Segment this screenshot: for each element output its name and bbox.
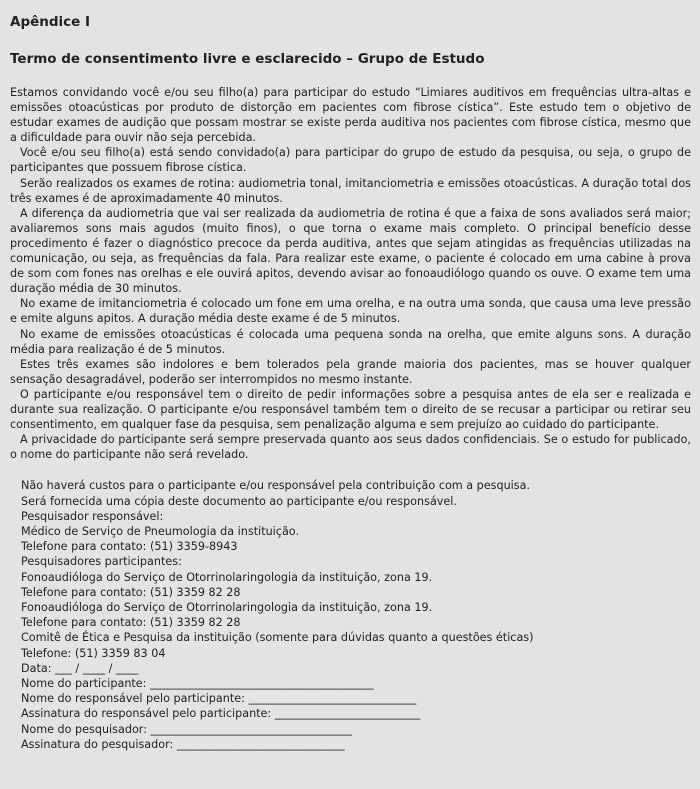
paragraph-rights: O participante e/ou responsável tem o direito de pedir informações sobre a pesquisa antes de ela ser e realizada e durante sua realização. O participante e/ou responsável também tem o direito de se recusar a participar ou retirar seu consentimento, em qualquer fase da pesquisa, sem penalização alguma e sem prejuízo ao cuidado do participante.: [10, 387, 691, 432]
paragraph-intro: Estamos convidando você e/ou seu filho(a) para participar do estudo “Limiares auditivos em frequências ultra-altas e emissões otoacústicas por produto de distorção em pacientes com fibrose cística”. Este estudo tem o objetivo de estudar exames de audição que possam mostrar se existe perda auditiva nos pacientes com fibrose cística, mesmo que a dificuldade para ouvir não seja percebida.: [10, 86, 691, 145]
copy-note: Será fornecida uma cópia deste documento ao participante e/ou responsável.: [21, 494, 457, 508]
paragraph-imitanciometry: No exame de imitanciometria é colocado um fone em uma orelha, e na outra uma sonda, que causa uma leve pressão e emite alguns apitos. A duração média deste exame é de 5 minutos.: [10, 297, 691, 326]
researcher-signature-field: Assinatura do pesquisador: ______________________________: [21, 737, 345, 751]
responsible-researcher-phone: Telefone para contato: (51) 3359-8943: [21, 540, 238, 554]
paragraph-audiometry: A diferença da audiometria que vai ser realizada da audiometria de rotina é que a faixa de sons avaliados será maior; avaliaremos sons mais agudos (muito finos), o que torna o exame mais completo. O principal benefício desse procedimento é fazer o diagnóstico precoce da perda auditiva, antes que sejam atingidas as frequências utilizadas na comunicação, ou seja, as frequências da fala. Para realizar este exame, o paciente é colocado em uma cabine à prova de som com fones nas orelhas e ele ouvirá apitos, devendo avisar ao fonoaudiólogo quando os ouve. O exame tem uma duração média de 30 minutos.: [10, 206, 691, 296]
paragraph-routine-exams: Serão realizados os exames de rotina: audiometria tonal, imitanciometria e emissões otoacústicas. A duração total dos três exames é de aproximadamente 40 minutos.: [10, 176, 691, 205]
paragraph-invitation: Você e/ou seu filho(a) está sendo convidado(a) para participar do grupo de estudo da pesquisa, ou seja, o grupo de participantes que possuem fibrose cística.: [10, 146, 691, 175]
contact-and-signature-block: [10, 478, 691, 752]
responsible-researcher-role: Médico de Serviço de Pneumologia da instituição.: [21, 524, 300, 538]
participating-researchers-label: Pesquisadores participantes:: [21, 555, 182, 569]
paragraph-privacy: A privacidade do participante será sempre preservada quanto aos seus dados confidenciais. Se o estudo for publicado, o nome do participante não será revelado.: [10, 433, 691, 462]
researcher-2-phone: Telefone para contato: (51) 3359 82 28: [21, 616, 241, 630]
date-field: Data: ___ / ____ / ____: [21, 661, 139, 675]
researcher-name-field: Nome do pesquisador: ____________________________________: [21, 722, 352, 736]
researcher-1-phone: Telefone para contato: (51) 3359 82 28: [21, 585, 241, 599]
consent-body: [10, 85, 691, 462]
researcher-2-role: Fonoaudióloga do Serviço de Otorrinolaringologia da instituição, zona 19.: [21, 600, 433, 614]
researcher-1-role: Fonoaudióloga do Serviço de Otorrinolaringologia da instituição, zona 19.: [21, 570, 433, 584]
ethics-committee: Comitê de Ética e Pesquisa da instituição (somente para dúvidas quanto a questões éticas): [21, 631, 534, 645]
document-title: Termo de consentimento livre e esclarecido – Grupo de Estudo: [10, 51, 485, 67]
paragraph-painless: Estes três exames são indolores e bem tolerados pela grande maioria dos pacientes, mas se houver qualquer sensação desagradável, poderão ser interrompidos no mesmo instante.: [10, 357, 691, 386]
paragraph-otoacoustic: No exame de emissões otoacústicas é colocada uma pequena sonda na orelha, que emite alguns sons. A duração média para realização é de 5 minutos.: [10, 327, 691, 356]
guardian-name-field: Nome do responsável pelo participante: ______________________________: [21, 692, 417, 706]
appendix-title: Apêndice I: [10, 14, 91, 30]
guardian-signature-field: Assinatura do responsável pelo participante: __________________________: [21, 707, 421, 721]
ethics-committee-phone: Telefone: (51) 3359 83 04: [21, 646, 166, 660]
responsible-researcher-label: Pesquisador responsável:: [21, 509, 164, 523]
no-cost-note: Não haverá custos para o participante e/ou responsável pela contribuição com a pesquisa.: [21, 479, 531, 493]
participant-name-field: Nome do participante: ________________________________________: [21, 676, 374, 690]
